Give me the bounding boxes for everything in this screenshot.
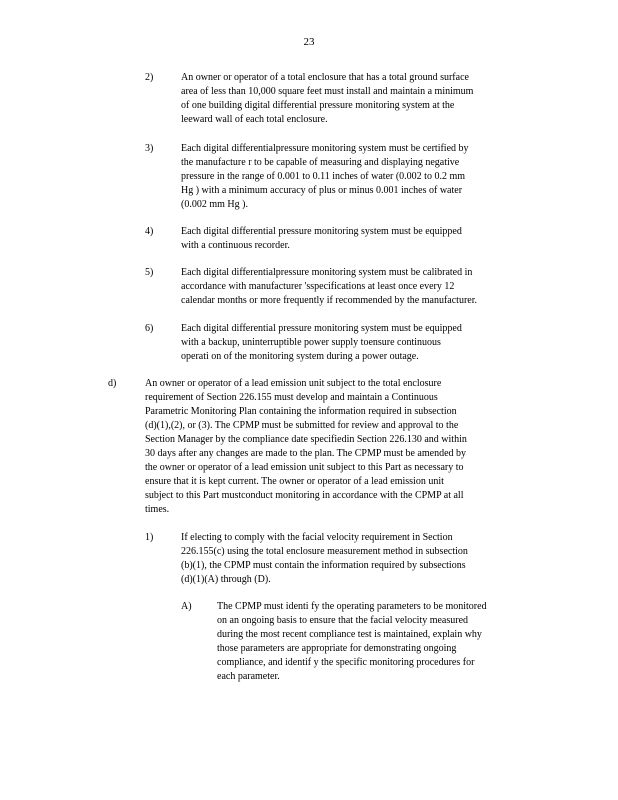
text-line: leeward wall of each total enclosure. <box>181 114 328 125</box>
text-line: ensure that it is kept current. The owner or operator of a lead emission unit <box>145 476 444 487</box>
text-line: compliance, and identif y the specific monitoring procedures for <box>217 657 475 668</box>
text-line: 226.155(c) using the total enclosure measurement method in subsection <box>181 546 468 557</box>
text-line: Each digital differential pressure monitoring system must be equipped <box>181 323 462 334</box>
item-marker: 3) <box>145 143 154 154</box>
text-line: each parameter. <box>217 671 280 682</box>
text-line: 30 days after any changes are made to the plan. The CPMP must be amended by <box>145 448 467 459</box>
text-line: requirement of Section 226.155 must develop and maintain a Continuous <box>145 392 438 403</box>
text-line: Hg ) with a minimum accuracy of plus or minus 0.001 inches of water <box>181 185 463 196</box>
text-line: subject to this Part mustconduct monitoring in accordance with the CPMP at all <box>145 490 464 501</box>
text-line: (d)(1),(2), or (3). The CPMP must be submitted for review and approval to the <box>145 420 459 431</box>
text-line: of one building digital differential pressure monitoring system at the <box>181 100 455 111</box>
text-line: Section Manager by the compliance date specifiedin Section 226.130 and within <box>145 434 467 445</box>
item-marker: 5) <box>145 267 154 278</box>
text-line: operati on of the monitoring system during a power outage. <box>181 351 419 362</box>
text-line: (0.002 mm Hg ). <box>181 199 248 210</box>
text-line: Each digital differentialpressure monitoring system must be certified by <box>181 143 469 154</box>
page-number: 23 <box>303 36 315 48</box>
text-line: with a continuous recorder. <box>181 240 290 251</box>
text-line: Each digital differential pressure monitoring system must be equipped <box>181 226 462 237</box>
item-text <box>217 600 487 684</box>
item-marker: 1) <box>145 532 154 543</box>
item-marker: 4) <box>145 226 154 237</box>
text-line: Each digital differentialpressure monitoring system must be calibrated in <box>181 267 473 278</box>
text-line: pressure in the range of 0.001 to 0.11 inches of water (0.002 to 0.2 mm <box>181 171 466 182</box>
item-text <box>145 377 467 517</box>
item-text <box>181 266 477 308</box>
text-line: times. <box>145 504 170 515</box>
text-line: area of less than 10,000 square feet must install and maintain a minimum <box>181 86 474 97</box>
item-text <box>181 531 468 587</box>
text-line: (d)(1)(A) through (D). <box>181 574 271 585</box>
item-marker: A) <box>181 601 192 612</box>
item-text <box>181 142 469 212</box>
text-line: The CPMP must identi fy the operating parameters to be monitored <box>217 601 487 612</box>
text-line: accordance with manufacturer 'sspecifications at least once every 12 <box>181 281 455 292</box>
text-line: those parameters are appropriate for demonstrating ongoing <box>217 643 457 654</box>
text-line: If electing to comply with the facial velocity requirement in Section <box>181 532 453 543</box>
text-line: Parametric Monitoring Plan containing the information required in subsection <box>145 406 457 417</box>
text-line: An owner or operator of a total enclosure that has a total ground surface <box>181 72 469 83</box>
text-line: the manufacture r to be capable of measuring and displaying negative <box>181 157 460 168</box>
text-line: the owner or operator of a lead emission unit subject to this Part as necessary to <box>145 462 464 473</box>
item-text <box>181 225 462 253</box>
text-line: calendar months or more frequently if recommended by the manufacturer. <box>181 295 477 306</box>
item-text <box>181 322 462 364</box>
text-line: with a backup, uninterruptible power supply toensure continuous <box>181 337 441 348</box>
item-marker: 2) <box>145 72 154 83</box>
text-line: (b)(1), the CPMP must contain the information required by subsections <box>181 560 466 571</box>
item-marker: d) <box>108 378 117 389</box>
text-line: during the most recent compliance test is maintained, explain why <box>217 629 482 640</box>
item-text <box>181 71 473 127</box>
text-line: on an ongoing basis to ensure that the facial velocity measured <box>217 615 469 626</box>
item-marker: 6) <box>145 323 154 334</box>
text-line: An owner or operator of a lead emission unit subject to the total enclosure <box>145 378 442 389</box>
